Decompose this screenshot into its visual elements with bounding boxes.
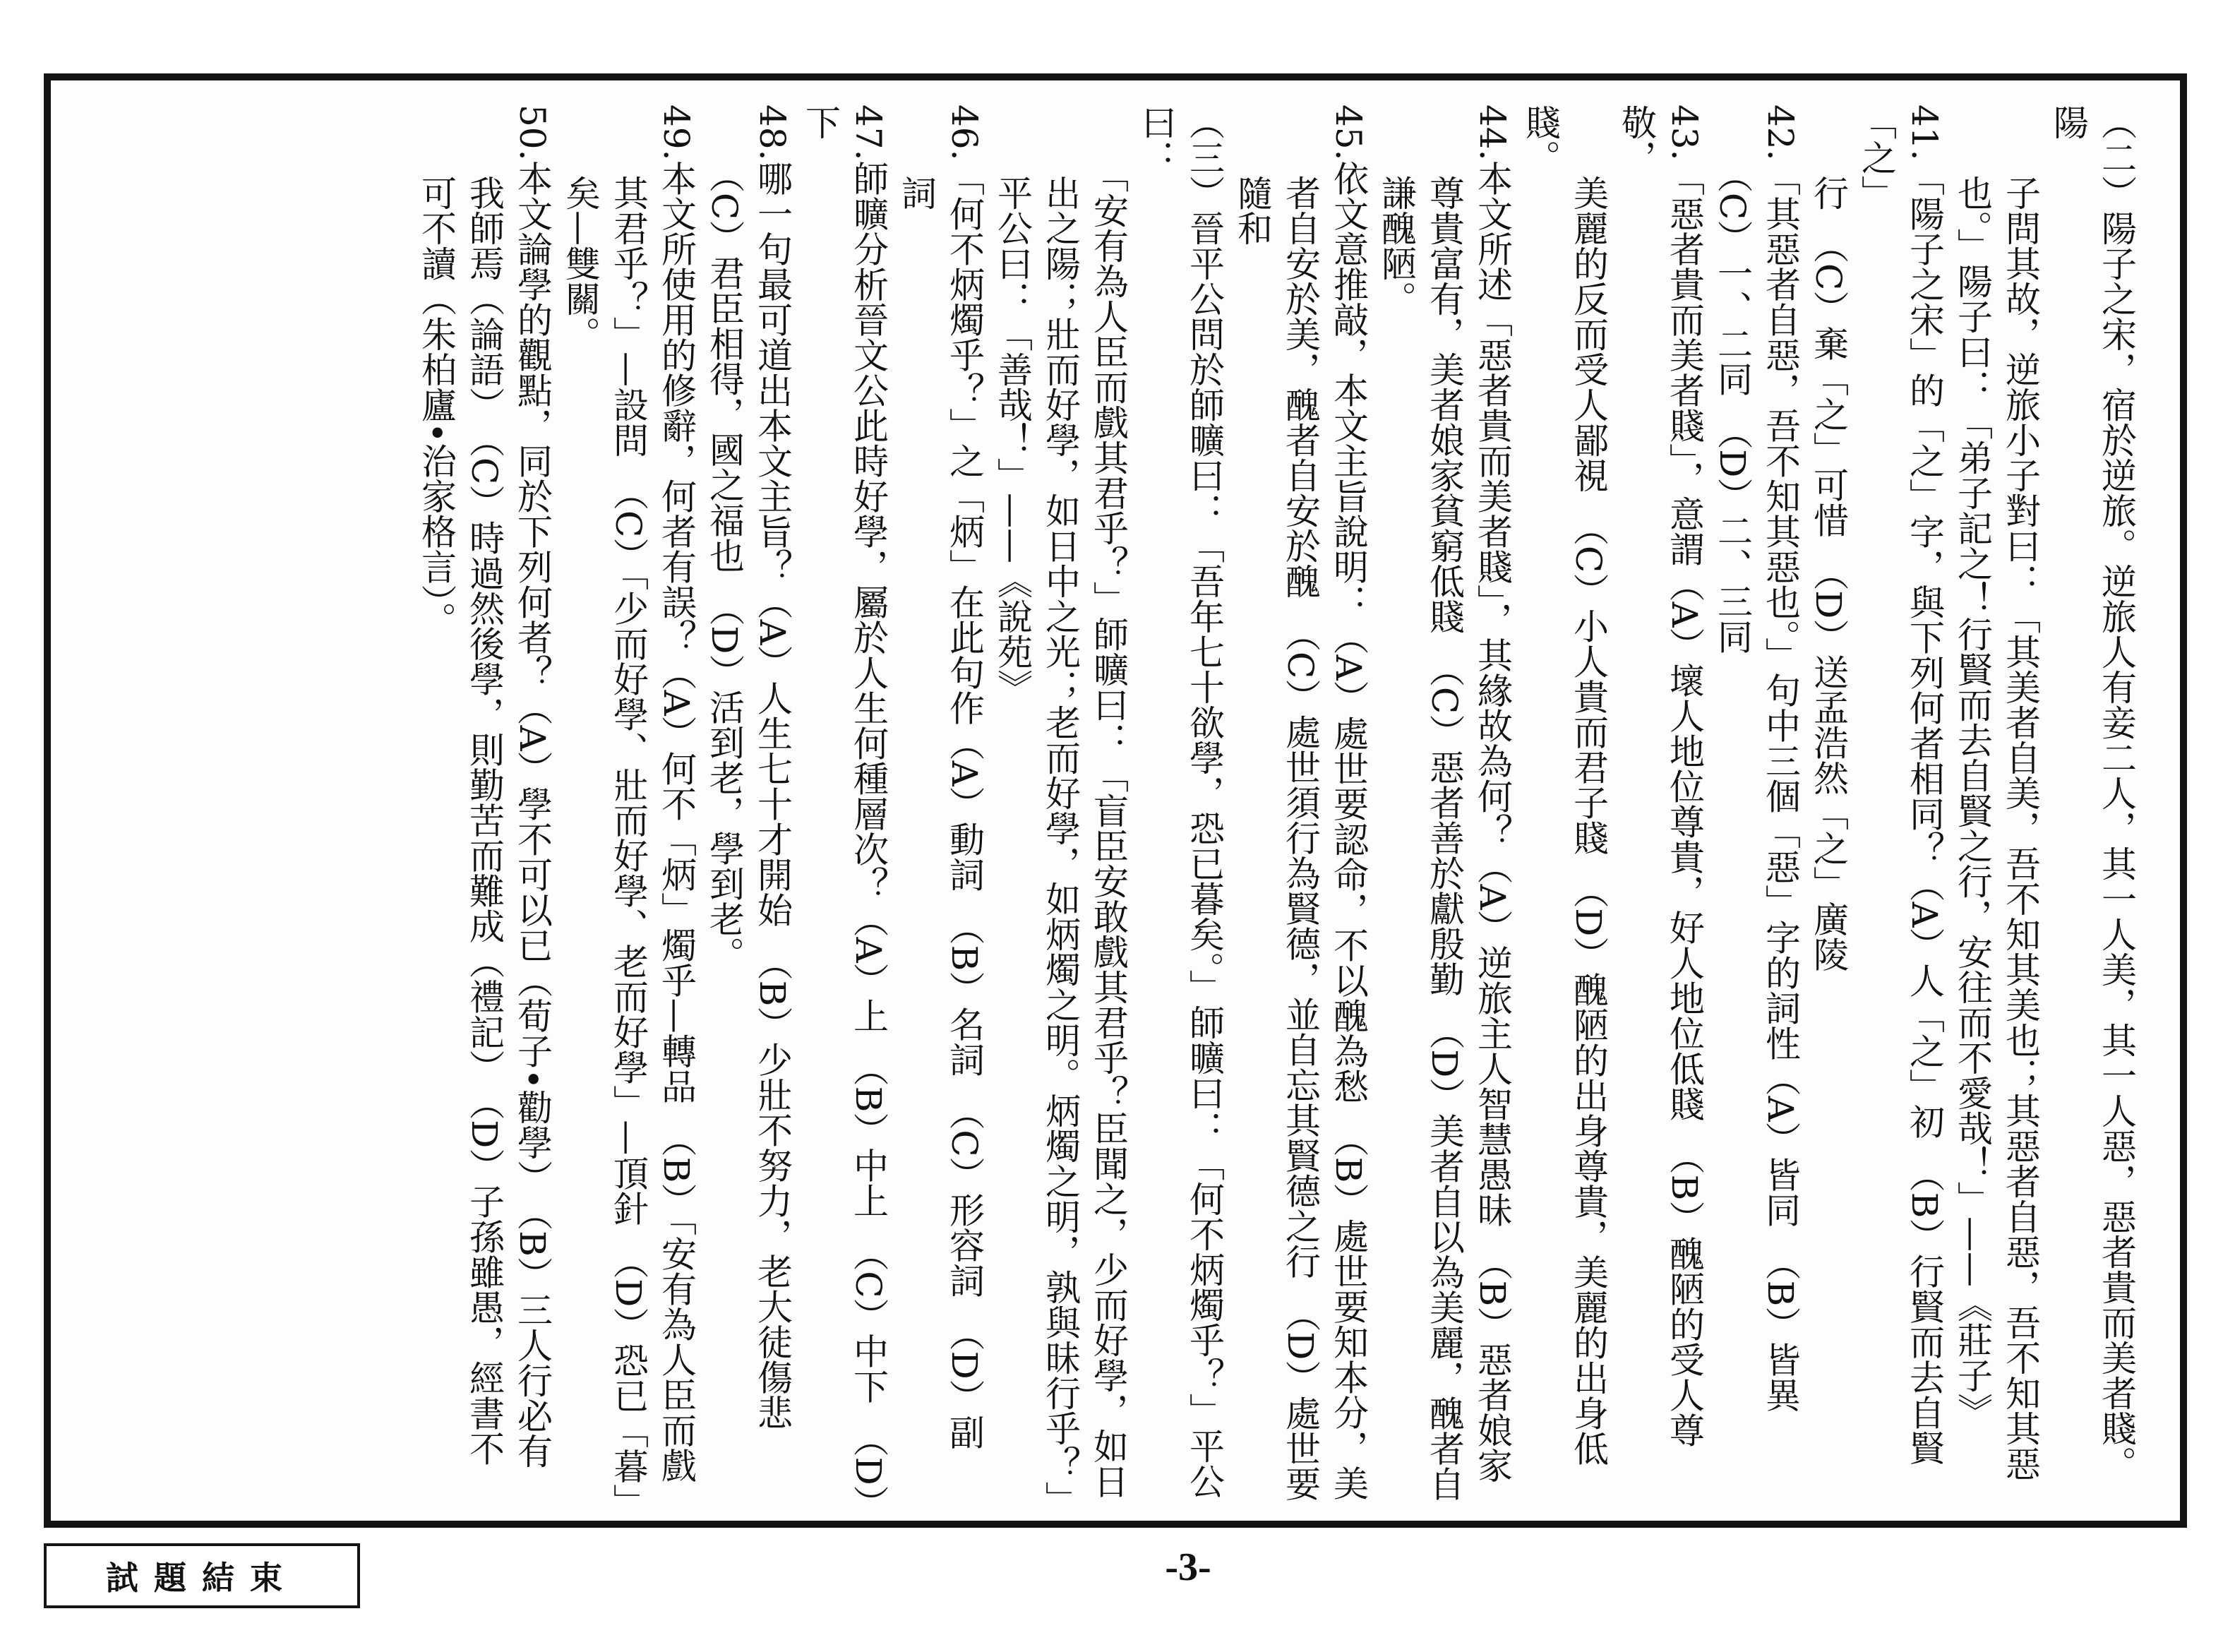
question-50-line-1: 50.本文論學的觀點，同於下列何者？（A）學不可以已（荀子•勸學） （B）三人行必有 [512,104,553,1468]
passage-2-line-2: 子問其故，逆旅小子對曰：「其美者自美，吾不知其美也；其惡者自惡，吾不知其惡 [2000,104,2041,1481]
question-45-line-1: 45.依文意推敲，本文主旨說明：（A）處世要認命，不以醜為愁 （B）處世要知本分，美 [1328,104,1369,1501]
question-44-line-2: 尊貴富有，美者娘家貧窮低賤 （C）惡者善於獻殷勤 （D）美者自以為美麗，醜者自 [1424,104,1465,1502]
exam-frame [44,73,2187,1528]
page-number: -3- [1165,1545,1211,1589]
question-49-line-3: 矣—雙關。 [560,104,601,352]
question-44-line-1: 44.本文所述「惡者貴而美者賤」，其緣故為何？（A）逆旅主人智慧愚昧 （B）惡者娘家 [1472,104,1513,1483]
exam-end-label: 試題結束 [44,1543,360,1608]
question-45-line-2: 者自安於美，醜者自安於醜 （C）處世須行為賢德，並自忘其賢德之行 （D）處世要 [1280,104,1321,1502]
passage-3-line-1: （三）晉平公問於師曠曰：「吾年七十欲學，恐已暮矣。」師曠曰：「何不炳燭乎？」平公曰： [1136,104,1225,1499]
question-46-line-2: 詞 [896,104,937,210]
question-48-line-1: 48.哪一句最可道出本文主旨？（A）人生七十才開始 （B）少壯不努力，老大徒傷悲 [752,104,793,1430]
exam-text-column [412,104,2140,1519]
question-45-line-3: 隨和 [1232,104,1273,246]
question-47-line-1: 47.師曠分析晉文公此時好學，屬於人生何種層次？（A）上 （B）中上 （C）中下 （D）下 [800,104,889,1503]
question-42-line-1: 42.「其惡者自惡，吾不知其惡也。」句中三個「惡」字的詞性（A）皆同 （B）皆異 [1760,104,1801,1413]
question-49-line-2: 其君乎？」—設問 （C）「少而好學、壯而好學、老而好學」—頂針 （D）恐已「暮」 [608,104,649,1519]
passage-3-line-2: 「安有為人臣而戲其君乎？」師曠曰：「盲臣安敢戲其君乎？臣聞之，少而好學，如日 [1088,104,1129,1499]
question-50-line-2: 我師焉（論語） （C）時過然後學，則勤苦而難成（禮記） （D）子孫雖愚，經書不 [464,104,505,1466]
question-43-line-2: 美麗的反而受人鄙視 （C）小人貴而君子賤 （D）醜陋的出身尊貴，美麗的出身低賤。 [1520,104,1609,1466]
question-49-line-1: 49.本文所使用的修辭，何者有誤？（A）何不「炳」燭乎—轉品 （B）「安有為人臣而戲 [656,104,697,1483]
question-50-line-3: 可不讀（朱柏廬•治家格言）。 [416,104,457,638]
passage-2-line-3: 也。」陽子曰：「弟子記之！行賢而去自賢之行，安往而不愛哉！」——《莊子》 [1952,104,1993,1428]
question-44-line-3: 謙醜陋。 [1376,104,1417,316]
question-46-line-1: 46.「何不炳燭乎？」之「炳」在此句作（A）動詞 （B）名詞 （C）形容詞 （D）副 [944,104,985,1450]
passage-3-line-3: 出之陽；壯而好學，如日中之光；老而好學，如炳燭之明。炳燭之明，孰與昧行乎？」 [1040,104,1081,1516]
question-42-line-2: （C）一、二同 （D）二、三同 [1712,104,1753,654]
passage-3-line-4: 平公曰：「善哉！」——《說苑》 [992,104,1033,705]
question-43-line-1: 43.「惡者貴而美者賤」，意謂（A）壞人地位尊貴，好人地位低賤 （B）醜陋的受人尊敬， [1616,104,1705,1448]
question-41-line-1: 41.「陽子之宋」的「之」字，與下列何者相同？（A）人「之」初 （B）行賢而去自賢「之」 [1856,104,1945,1466]
question-41-line-2: 行 （C）棄「之」可惜 （D）送孟浩然「之」廣陵 [1808,104,1849,972]
question-48-line-2: （C）君臣相得，國之福也 （D）活到老，學到老。 [704,104,745,972]
passage-2-line-1: （二）陽子之宋，宿於逆旅。逆旅人有妾二人，其一人美，其一人惡，惡者貴而美者賤。陽 [2048,104,2137,1481]
